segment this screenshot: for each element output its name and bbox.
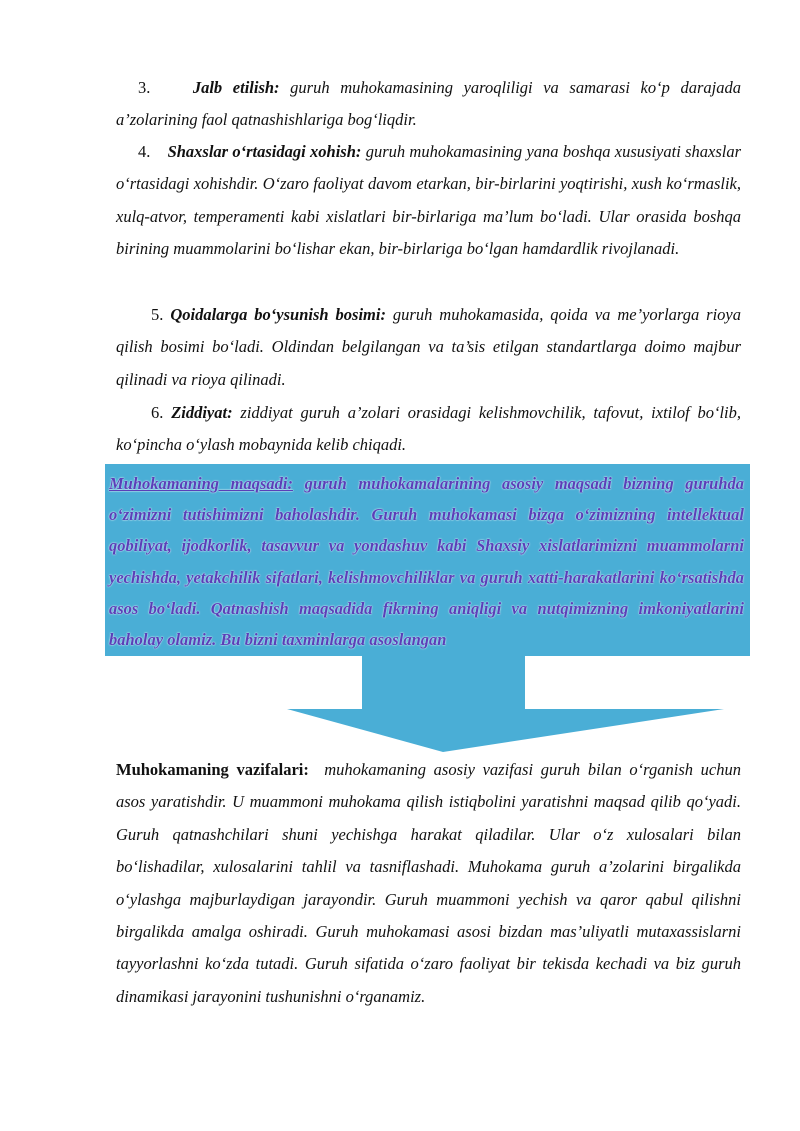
maqsad-body: guruh muhokamalarining asosiy maqsadi bizning guruhda o‘zimizni tutishimizni baholashdir. Guruh muhokamasi bizga o‘zimizning intellektual qobiliyat, ijodkorlik, tasavvur va yondashuv kabi Shaxsiy xislatlarimizni muammolarni yechishda, yetakchilik sifatlari, kelishmovchiliklar va guruh xatti-harakatlarini ko‘rsatishda asos bo‘ladi. Qatnashish maqsadida fikrning aniqligi va nutqimizning imkoniyatlarini baholay olamiz. Bu bizni taxminlarga asoslangan bbox=[109, 474, 745, 650]
maqsad-text bbox=[105, 464, 750, 655]
term-label: Jalb etilish: bbox=[192, 78, 280, 97]
arrow-polygon bbox=[287, 640, 724, 752]
list-number: 5. bbox=[151, 305, 164, 324]
list-number: 4. bbox=[138, 142, 151, 161]
paragraph-text: guruh muhokamasida, qoida va me’yorlarga rioya qilish bosimi bo‘ladi. Oldindan belgilangan va ta’sis etilgan standartlarga doimo majbur qilinadi va rioya qilinadi. bbox=[116, 305, 742, 389]
paragraph-vazifalar bbox=[116, 754, 741, 1013]
paragraph-text: muhokamaning asosiy vazifasi guruh bilan o‘rganish uchun asos yaratishdir. U muammoni muhokama qilish istiqbolini yaratishni maqsad qilib qo‘yadi. Guruh qatnashchilari shuni yechishga harakat qiladilar. Ular o‘z xulosalari bilan bo‘lishadilar, xulosalarini tahlil va tasniflashadi. Muhokama guruh a’zolarini birgalikda o‘ylashga majburlaydigan jarayondir. Guruh muammoni yechish va qaror qabul qilishni birgalikda amalga oshiradi. Guruh muhokamasi asosi bizdan mas’uliyatli mutaxassislarni tayyorlashni ko‘zda tutadi. Guruh sifatida o‘zaro faoliyat bir tekisda kechadi va biz guruh dinamikasi jarayonini tushunishni o‘rganamiz. bbox=[116, 760, 741, 1006]
list-number: 3. bbox=[138, 78, 151, 97]
term-label: Qoidalarga bo‘ysunish bosimi: bbox=[170, 305, 386, 324]
paragraph-text: guruh muhokamasining yaroqliligi va samarasi ko‘p darajada a’zolarining faol qatnashishlariga bog‘liqdir. bbox=[116, 78, 741, 130]
list-number: 6. bbox=[151, 403, 164, 422]
term-label: Ziddiyat: bbox=[171, 403, 233, 422]
paragraph-text: guruh muhokamasining yana boshqa xususiyati shaxslar o‘rtasidagi xohishdir. O‘zaro faoliyat davom etarkan, bir-birlarini yoqtirishi, xush ko‘rmaslik, xulq-atvor, temperamenti kabi xislatlari bir-birlariga ma’lum bo‘ladi. Ular orasida boshqa birining muammolarini bo‘lishar ekan, bir-birlariga bo‘lgan hamdardlik rivojlanadi. bbox=[116, 142, 741, 259]
paragraph-text: ziddiyat guruh a’zolari orasidagi kelishmovchilik, tafovut, ixtilof bo‘lib, ko‘pincha o‘ylash mobaynida kelib chiqadi. bbox=[116, 403, 742, 455]
vazifalar-lead: Muhokamaning vazifalari: bbox=[116, 760, 309, 779]
term-label: Shaxslar o‘rtasidagi xohish: bbox=[167, 142, 362, 161]
maqsad-lead: Muhokamaning maqsadi: bbox=[109, 474, 293, 493]
maqsad-callout-box bbox=[105, 464, 750, 656]
